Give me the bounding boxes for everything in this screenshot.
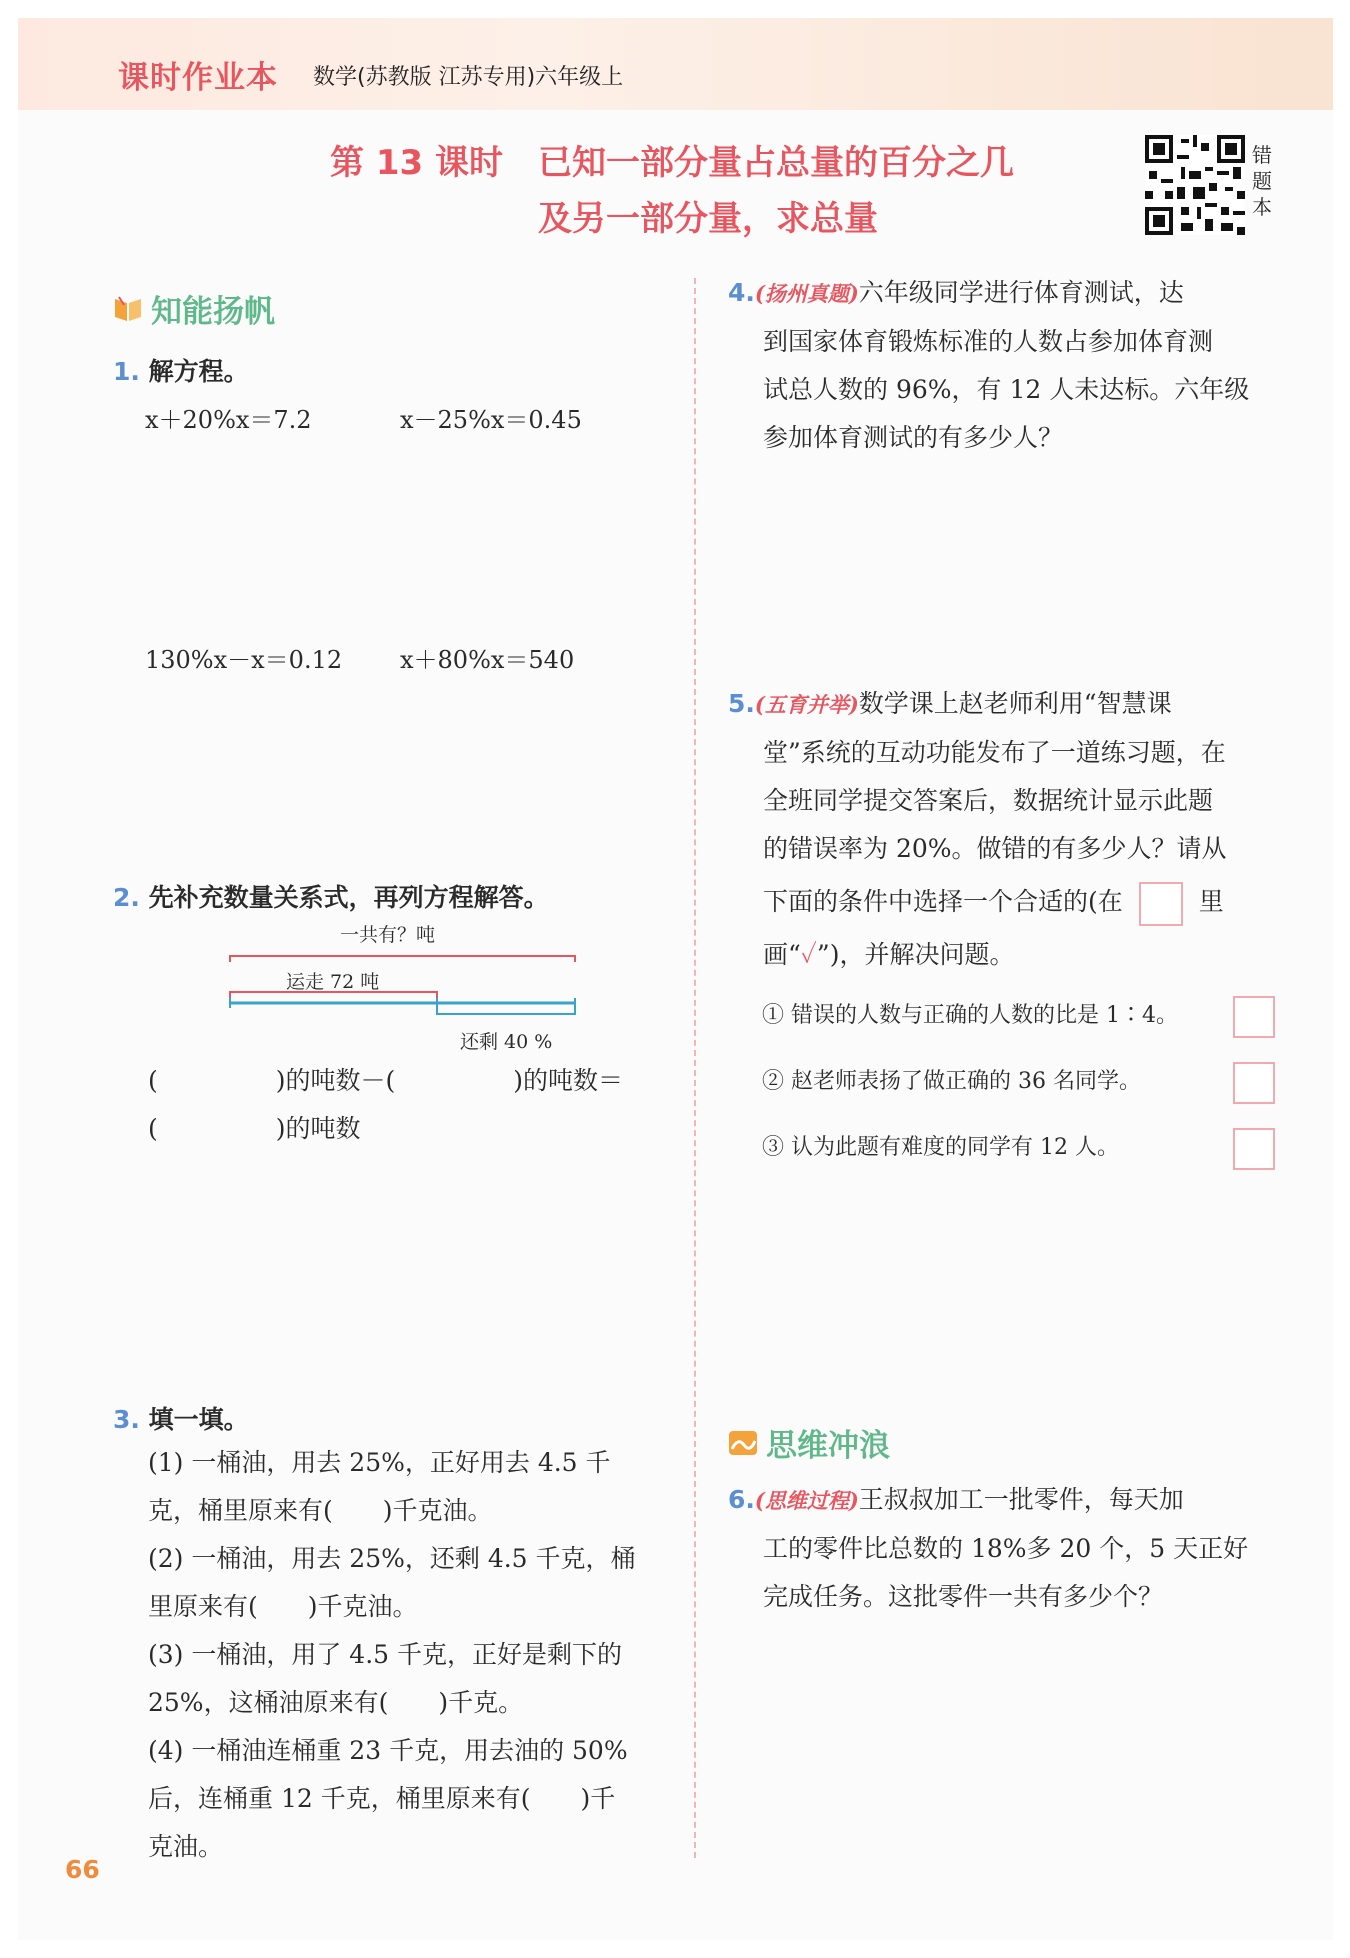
- book-icon: [113, 295, 143, 323]
- qr-label: 错题本: [1252, 143, 1272, 219]
- q6-body: [728, 1476, 1248, 1621]
- q4-line: 六年级同学进行体育测试，达: [858, 278, 1184, 307]
- q3-title: 填一填。: [148, 1405, 249, 1434]
- q3-line: (2) 一桶油，用去 25%，还剩 4.5 千克，桶: [148, 1544, 636, 1573]
- q1-number: 1.: [113, 357, 140, 386]
- q6-line: 王叔叔加工一批零件，每天加: [858, 1485, 1184, 1514]
- qr-code-icon[interactable]: [1145, 135, 1245, 235]
- q3-body: [148, 1439, 636, 1871]
- q4-line: 试总人数的 96%，有 12 人未达标。六年级: [763, 375, 1250, 404]
- q3-line: (4) 一桶油连桶重 23 千克，用去油的 50%: [148, 1736, 628, 1765]
- q5-line: 全班同学提交答案后，数据统计显示此题: [763, 786, 1214, 815]
- wave-icon: [728, 1429, 758, 1457]
- q5-body: [728, 680, 1227, 979]
- q5-option-3: ③ 认为此题有难度的同学有 12 人。: [762, 1135, 1119, 1160]
- q5-line: 的错误率为 20%。做错的有多少人？请从: [763, 834, 1227, 863]
- q6-line: 工的零件比总数的 18%多 20 个，5 天正好: [763, 1534, 1249, 1563]
- q5-option-2-checkbox[interactable]: [1233, 1062, 1275, 1104]
- q2-relation-line1: [148, 1057, 623, 1105]
- q2-line2-open: (: [148, 1114, 158, 1143]
- column-divider: [694, 278, 696, 1858]
- q6-line: 完成任务。这批零件一共有多少个？: [763, 1582, 1164, 1611]
- q5-line: 画“: [763, 940, 801, 969]
- q2-relation-line2: [148, 1105, 361, 1153]
- q2-heading: [113, 878, 549, 914]
- q1-heading: [113, 352, 249, 388]
- diagram-moved-label: 运走 72 吨: [286, 971, 380, 993]
- q3-line: (1) 一桶油，用去 25%，正好用去 4.5 千: [148, 1448, 611, 1477]
- q4-body: [728, 269, 1249, 462]
- q5-option-1: ① 错误的人数与正确的人数的比是 1∶4。: [762, 1003, 1178, 1028]
- q3-line: 后，连桶重 12 千克，桶里原来有( )千: [148, 1784, 616, 1813]
- section-title: 思维冲浪: [766, 1428, 890, 1464]
- q1-equation-2: x－25%x＝0.45: [400, 406, 582, 434]
- section-title: 知能扬帆: [151, 294, 275, 330]
- q5-line: 堂”系统的互动功能发布了一道练习题，在: [763, 738, 1226, 767]
- q5-tag: (五育并举): [754, 692, 859, 717]
- section-heading-zhineng: [113, 286, 275, 331]
- q3-line: 克，桶里原来有( )千克油。: [148, 1496, 493, 1525]
- diagram-left-label: 还剩 40 %: [460, 1031, 553, 1053]
- q6-number: 6.: [728, 1485, 755, 1514]
- q3-line: 克油。: [148, 1832, 224, 1861]
- q4-tag: (扬州真题): [754, 281, 859, 306]
- q5-line: 下面的条件中选择一个合适的(在: [763, 887, 1123, 916]
- q4-line: 参加体育测试的有多少人？: [763, 423, 1064, 452]
- page-number: 66: [65, 1855, 100, 1884]
- q3-line: (3) 一桶油，用了 4.5 千克，正好是剩下的: [148, 1640, 623, 1669]
- lesson-title-line1: 已知一部分量占总量的百分之几: [538, 143, 1014, 183]
- q5-line: 数学课上赵老师利用“智慧课: [858, 689, 1172, 718]
- lesson-title-line2: 及另一部分量，求总量: [538, 199, 878, 239]
- book-brand: 课时作业本: [118, 60, 278, 96]
- q2-title: 先补充数量关系式，再列方程解答。: [148, 883, 549, 912]
- q3-number: 3.: [113, 1405, 140, 1434]
- q1-equation-4: x＋80%x＝540: [400, 646, 575, 674]
- diagram-total-label: 一共有？吨: [340, 924, 436, 946]
- example-checkbox: [1139, 882, 1183, 926]
- q2-number: 2.: [113, 883, 140, 912]
- q5-line: 里: [1198, 887, 1224, 916]
- q5-line: ”)，并解决问题。: [816, 940, 1015, 969]
- q5-option-1-checkbox[interactable]: [1233, 996, 1275, 1038]
- q2-line1-open: (: [148, 1066, 158, 1095]
- q1-equation-3: 130%x－x＝0.12: [145, 646, 343, 674]
- q6-tag: (思维过程): [754, 1488, 859, 1513]
- checkmark-icon: ✓: [800, 940, 817, 969]
- q2-line1-mid: )的吨数－(: [275, 1066, 396, 1095]
- section-heading-siwei: [728, 1420, 890, 1465]
- lesson-number: 第 13 课时: [330, 143, 503, 183]
- q5-option-3-checkbox[interactable]: [1233, 1128, 1275, 1170]
- book-subject: 数学(苏教版 江苏专用)六年级上: [313, 65, 624, 90]
- q2-line2-end: )的吨数: [275, 1114, 361, 1143]
- q2-line1-end: )的吨数＝: [513, 1066, 624, 1095]
- q4-line: 到国家体育锻炼标准的人数占参加体育测: [763, 327, 1214, 356]
- q5-option-2: ② 赵老师表扬了做正确的 36 名同学。: [762, 1069, 1141, 1094]
- q3-line: 25%，这桶油原来有( )千克。: [148, 1688, 524, 1717]
- q1-title: 解方程。: [148, 357, 249, 386]
- q1-equation-1: x＋20%x＝7.2: [145, 406, 312, 434]
- line-segment-diagram: [225, 948, 585, 1028]
- q3-heading: [113, 1400, 249, 1436]
- q5-number: 5.: [728, 689, 755, 718]
- q3-line: 里原来有( )千克油。: [148, 1592, 418, 1621]
- q4-number: 4.: [728, 278, 755, 307]
